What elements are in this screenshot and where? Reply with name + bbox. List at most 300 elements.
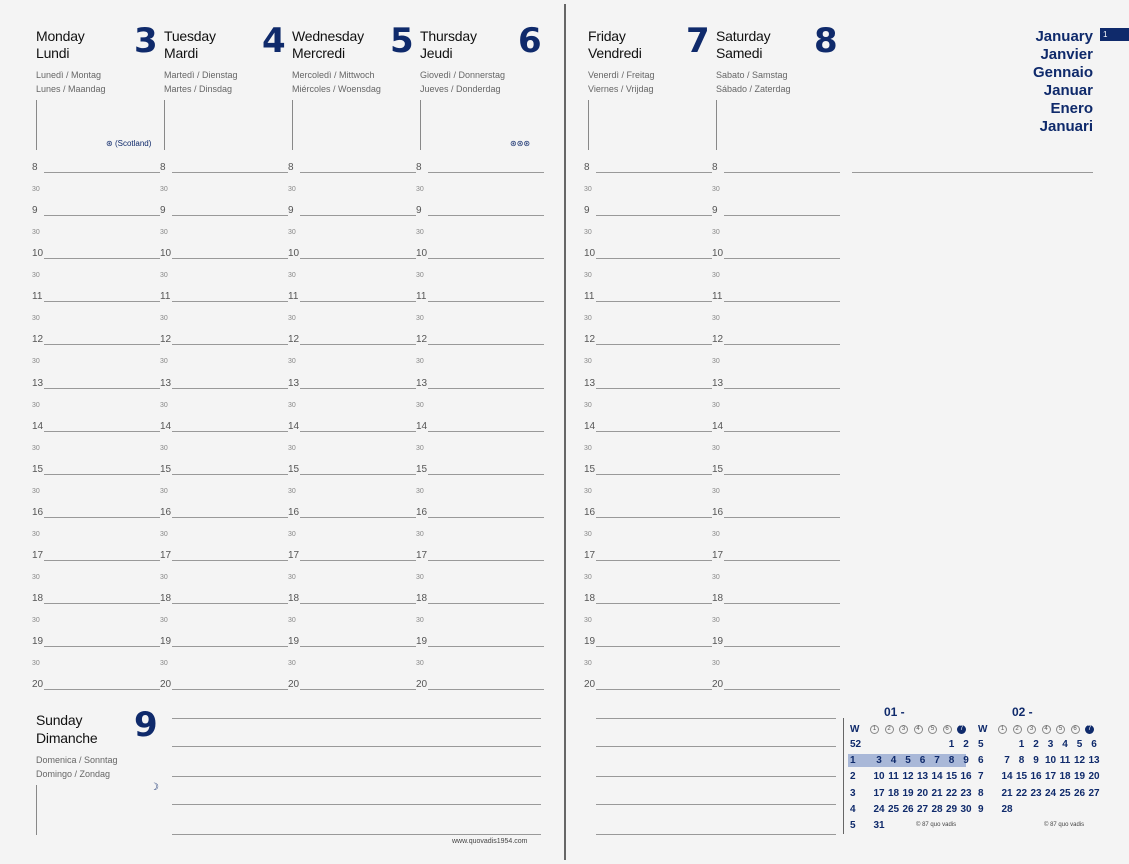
hour-label: 10	[584, 248, 596, 260]
calendar-day[interactable]: 21	[1001, 787, 1013, 799]
month-name: Janvier	[1040, 46, 1093, 63]
calendar-day[interactable]: 3	[1047, 739, 1054, 750]
hour-line[interactable]	[44, 646, 160, 647]
calendar-day[interactable]: 25	[1059, 787, 1071, 799]
hour-line[interactable]	[724, 215, 840, 216]
hour-line[interactable]	[172, 431, 288, 432]
hour-line[interactable]	[724, 388, 840, 389]
calendar-day[interactable]: 6	[919, 755, 926, 767]
half-hour-label: 30	[288, 444, 296, 452]
calendar-day[interactable]: 16	[960, 771, 972, 783]
half-hour-label: 30	[584, 487, 592, 495]
header-vertical-rule	[36, 100, 37, 150]
hour-label: 20	[416, 679, 428, 691]
calendar-day[interactable]: 20	[1088, 771, 1100, 783]
sunday-line[interactable]	[172, 804, 541, 805]
half-hour-label: 30	[288, 487, 296, 495]
calendar-day[interactable]: 31	[873, 820, 885, 831]
weekday-circle-icon: 4	[914, 725, 923, 734]
half-hour-label: 30	[288, 358, 296, 366]
hour-label: 14	[32, 420, 44, 432]
calendar-day[interactable]: 27	[1088, 787, 1100, 799]
hour-label: 18	[584, 593, 596, 604]
day-number: 4	[262, 21, 286, 61]
hour-line[interactable]	[428, 388, 544, 389]
hour-line[interactable]	[172, 258, 288, 259]
half-hour-label: 30	[32, 186, 40, 193]
half-hour-label: 30	[416, 617, 424, 624]
calendar-day[interactable]: 19	[902, 787, 914, 799]
hour-label: 11	[712, 291, 723, 303]
hour-line[interactable]	[44, 560, 160, 561]
half-hour-label: 30	[712, 660, 720, 668]
hour-line[interactable]	[428, 172, 544, 173]
calendar-day[interactable]: 13	[916, 771, 929, 783]
hour-label: 16	[584, 506, 596, 518]
half-hour-label: 30	[32, 487, 40, 495]
hour-line[interactable]	[300, 344, 416, 345]
weekday-circle-icon: 1	[998, 725, 1007, 734]
calendar-day[interactable]: 29	[945, 803, 958, 815]
half-hour-label: 30	[584, 617, 592, 624]
half-hour-label: 30	[584, 186, 592, 193]
hour-line[interactable]	[596, 344, 712, 345]
calendar-day[interactable]: 3	[876, 755, 882, 767]
hour-label: 8	[416, 162, 422, 173]
hour-line[interactable]	[172, 603, 288, 604]
hour-line[interactable]	[172, 689, 288, 690]
calendar-day[interactable]: 26	[1073, 787, 1086, 799]
half-hour-label: 30	[160, 573, 168, 581]
half-hour-label: 30	[584, 272, 592, 280]
day-name-translations: Jueves / Donderdag	[420, 84, 501, 94]
hour-line[interactable]	[428, 560, 544, 561]
hour-label: 15	[32, 463, 44, 475]
notes-line[interactable]	[852, 172, 1093, 173]
calendar-day[interactable]: 10	[873, 771, 885, 783]
half-hour-label: 30	[288, 272, 296, 280]
hour-line[interactable]	[428, 431, 544, 432]
hour-line[interactable]	[172, 388, 288, 389]
hour-line[interactable]	[596, 388, 712, 389]
hour-line[interactable]	[596, 301, 712, 302]
hour-line[interactable]	[724, 301, 840, 302]
hour-line[interactable]	[428, 215, 544, 216]
sunday-number: 9	[134, 705, 158, 745]
hour-label: 19	[712, 636, 724, 648]
hour-line[interactable]	[596, 603, 712, 604]
half-hour-label: 30	[32, 229, 40, 237]
half-hour-label: 30	[712, 358, 720, 366]
week-number: 7	[978, 771, 984, 783]
week-number: 52	[850, 739, 862, 750]
day-number: 5	[390, 21, 414, 61]
calendar-day[interactable]: 16	[1030, 771, 1042, 783]
hour-line[interactable]	[596, 646, 712, 647]
half-hour-label: 30	[584, 358, 592, 366]
website: www.quovadis1954.com	[452, 838, 528, 845]
hour-label: 13	[416, 377, 428, 389]
hour-label: 9	[416, 205, 422, 217]
hour-line[interactable]	[428, 689, 544, 690]
calendar-day[interactable]: 5	[905, 755, 911, 767]
day-name-fr: Lundi	[36, 45, 70, 61]
hour-line[interactable]	[172, 646, 288, 647]
hour-line[interactable]	[44, 388, 160, 389]
hour-line[interactable]	[300, 172, 416, 173]
header-vertical-rule	[292, 100, 293, 150]
hour-label: 10	[416, 248, 428, 260]
hour-line[interactable]	[596, 474, 712, 475]
hour-line[interactable]	[596, 172, 712, 173]
notes-line[interactable]	[596, 746, 836, 747]
hour-line[interactable]	[44, 258, 160, 259]
weekday-circle-icon: 7	[957, 725, 966, 734]
mini-calendar-title: 01 -	[884, 705, 905, 719]
half-hour-label: 30	[288, 660, 296, 668]
calendar-day[interactable]: 5	[1076, 739, 1083, 750]
hour-label: 17	[416, 549, 428, 561]
half-hour-label: 30	[416, 573, 424, 581]
weekday-circle-icon: 6	[943, 725, 952, 734]
half-hour-label: 30	[160, 315, 168, 323]
calendar-day[interactable]: 20	[916, 787, 929, 799]
calendar-day[interactable]: 13	[1088, 755, 1100, 767]
day-number: 7	[686, 21, 710, 61]
sunday-line[interactable]	[172, 834, 541, 835]
calendar-day[interactable]: 21	[931, 787, 943, 799]
sunday-translations: Domenica / Sonntag	[36, 755, 118, 765]
month-tab[interactable]: 1	[1100, 28, 1129, 41]
week-number: 3	[850, 787, 856, 799]
hour-label: 8	[712, 162, 718, 173]
hour-line[interactable]	[724, 603, 840, 604]
hour-line[interactable]	[724, 172, 840, 173]
half-hour-label: 30	[416, 272, 424, 280]
calendar-day[interactable]: 9	[1033, 755, 1039, 767]
hour-label: 19	[584, 636, 596, 648]
hour-label: 14	[584, 420, 596, 432]
hour-line[interactable]	[724, 689, 840, 690]
half-hour-label: 30	[32, 401, 40, 409]
month-name: Gennaio	[1032, 64, 1093, 81]
half-hour-label: 30	[160, 358, 168, 366]
calendar-day[interactable]: 15	[945, 771, 958, 783]
hour-label: 20	[712, 679, 724, 691]
hour-label: 15	[416, 463, 428, 475]
hour-line[interactable]	[428, 603, 544, 604]
hour-line[interactable]	[172, 301, 288, 302]
half-hour-label: 30	[416, 358, 424, 366]
hour-line[interactable]	[596, 258, 712, 259]
day-name-fr: Vendredi	[588, 45, 642, 61]
hour-line[interactable]	[300, 215, 416, 216]
hour-line[interactable]	[300, 517, 416, 518]
hour-line[interactable]	[300, 689, 416, 690]
hour-line[interactable]	[300, 603, 416, 604]
hour-line[interactable]	[44, 301, 160, 302]
half-hour-label: 30	[584, 573, 592, 581]
calendar-day[interactable]: 23	[960, 787, 972, 799]
calendar-day[interactable]: 8	[1018, 755, 1025, 767]
hour-line[interactable]	[44, 344, 160, 345]
copyright: © 87 quo vadis	[916, 822, 957, 828]
day-name: Friday	[588, 28, 626, 44]
calendar-day[interactable]: 7	[934, 755, 940, 767]
hour-line[interactable]	[44, 474, 160, 475]
hour-label: 20	[160, 679, 172, 691]
weekday-circle-icon: 4	[1042, 725, 1051, 734]
notes-line[interactable]	[596, 804, 836, 805]
hour-line[interactable]	[300, 301, 416, 302]
half-hour-label: 30	[584, 530, 592, 538]
half-hour-label: 30	[416, 444, 424, 452]
hour-line[interactable]	[300, 560, 416, 561]
calendar-day[interactable]: 19	[1073, 771, 1086, 783]
calendar-day[interactable]: 14	[931, 771, 943, 783]
month-name: Enero	[1050, 100, 1093, 117]
calendar-day[interactable]: 12	[1073, 755, 1086, 767]
calendar-day[interactable]: 11	[1059, 755, 1071, 767]
week-number: 1	[850, 755, 856, 767]
sunday-vertical-rule	[36, 785, 37, 835]
day-name-translations: Venerdì / Freitag	[588, 70, 655, 80]
hour-line[interactable]	[44, 172, 160, 173]
hour-line[interactable]	[724, 517, 840, 518]
header-vertical-rule	[588, 100, 589, 150]
hour-label: 11	[416, 291, 427, 303]
hour-line[interactable]	[428, 646, 544, 647]
half-hour-label: 30	[32, 573, 40, 581]
hour-label: 13	[288, 377, 300, 389]
half-hour-label: 30	[32, 444, 40, 452]
calendar-day[interactable]: 2	[1033, 739, 1039, 750]
hour-line[interactable]	[172, 344, 288, 345]
hour-label: 9	[712, 205, 718, 217]
day-name: Tuesday	[164, 28, 216, 44]
hour-line[interactable]	[44, 517, 160, 518]
hour-label: 14	[160, 420, 172, 432]
half-hour-label: 30	[160, 530, 168, 538]
hour-line[interactable]	[172, 172, 288, 173]
hour-label: 16	[416, 506, 428, 518]
hour-line[interactable]	[724, 431, 840, 432]
hour-line[interactable]	[724, 258, 840, 259]
hour-line[interactable]	[300, 474, 416, 475]
crescent-moon-icon: ☽	[150, 782, 159, 793]
calendar-day[interactable]: 22	[945, 787, 958, 799]
hour-label: 13	[584, 377, 596, 389]
hour-label: 10	[32, 248, 44, 260]
hour-line[interactable]	[428, 517, 544, 518]
hour-line[interactable]	[428, 344, 544, 345]
half-hour-label: 30	[416, 487, 424, 495]
calendar-day[interactable]: 25	[887, 803, 900, 815]
hour-label: 13	[712, 377, 724, 389]
half-hour-label: 30	[712, 573, 720, 581]
hour-label: 17	[288, 549, 300, 561]
calendar-day[interactable]: 23	[1030, 787, 1042, 799]
calendar-day[interactable]: 24	[873, 803, 885, 815]
half-hour-label: 30	[32, 617, 40, 624]
hour-line[interactable]	[596, 560, 712, 561]
month-name: January	[1035, 28, 1093, 45]
hour-line[interactable]	[428, 258, 544, 259]
hour-line[interactable]	[596, 215, 712, 216]
hour-label: 8	[584, 162, 590, 173]
week-label: W	[850, 724, 860, 735]
half-hour-label: 30	[712, 530, 720, 538]
hour-label: 17	[160, 549, 172, 561]
notes-line[interactable]	[596, 718, 836, 719]
hour-label: 11	[32, 291, 43, 303]
calendar-day[interactable]: 26	[902, 803, 914, 815]
day-name: Saturday	[716, 28, 771, 44]
hour-label: 15	[712, 463, 724, 475]
mini-calendar-title: 02 -	[1012, 705, 1033, 719]
calendar-day[interactable]: 1	[948, 739, 955, 750]
hour-line[interactable]	[428, 301, 544, 302]
week-number: 8	[978, 787, 984, 799]
calendar-day[interactable]: 4	[890, 755, 897, 767]
hour-label: 15	[584, 463, 596, 475]
hour-label: 14	[416, 420, 428, 432]
hour-line[interactable]	[300, 431, 416, 432]
hour-line[interactable]	[172, 560, 288, 561]
hour-label: 18	[32, 593, 44, 604]
half-hour-label: 30	[288, 530, 296, 538]
calendar-day[interactable]: 6	[1091, 739, 1097, 750]
hour-label: 18	[712, 593, 724, 604]
hour-line[interactable]	[44, 603, 160, 604]
calendar-day[interactable]: 4	[1062, 739, 1068, 750]
calendar-day[interactable]: 8	[948, 755, 955, 767]
hour-line[interactable]	[300, 388, 416, 389]
calendar-day[interactable]: 18	[1059, 771, 1071, 783]
hour-label: 20	[584, 679, 596, 691]
calendar-day[interactable]: 22	[1015, 787, 1028, 799]
notes-line[interactable]	[596, 834, 836, 835]
calendar-day[interactable]: 27	[916, 803, 929, 815]
hour-label: 20	[32, 679, 44, 691]
half-hour-label: 30	[32, 272, 40, 280]
hour-line[interactable]	[428, 474, 544, 475]
calendar-day[interactable]: 1	[1018, 739, 1025, 750]
day-name-translations: Lunedì / Montag	[36, 70, 102, 80]
hour-label: 8	[32, 162, 38, 173]
week-number: 5	[850, 820, 856, 831]
hour-label: 12	[160, 334, 172, 346]
day-number: 3	[134, 21, 158, 61]
sunday-line[interactable]	[172, 746, 541, 747]
notes-line[interactable]	[596, 776, 836, 777]
mini-calendar-divider	[843, 718, 844, 834]
hour-line[interactable]	[44, 689, 160, 690]
sunday-line[interactable]	[172, 776, 541, 777]
hour-line[interactable]	[300, 646, 416, 647]
half-hour-label: 30	[160, 444, 168, 452]
calendar-day[interactable]: 9	[963, 755, 969, 767]
hour-line[interactable]	[724, 646, 840, 647]
half-hour-label: 30	[712, 229, 720, 237]
calendar-day[interactable]: 17	[1044, 771, 1057, 783]
calendar-day[interactable]: 28	[1001, 803, 1013, 815]
calendar-day[interactable]: 30	[960, 803, 972, 815]
hour-label: 12	[584, 334, 596, 346]
day-name: Wednesday	[292, 28, 364, 44]
hour-line[interactable]	[172, 517, 288, 518]
hour-line[interactable]	[724, 344, 840, 345]
calendar-day[interactable]: 2	[963, 739, 969, 750]
calendar-day[interactable]: 15	[1015, 771, 1028, 783]
half-hour-label: 30	[712, 186, 720, 193]
half-hour-label: 30	[32, 358, 40, 366]
hour-label: 11	[584, 291, 595, 303]
hour-line[interactable]	[596, 431, 712, 432]
calendar-day[interactable]: 17	[873, 787, 885, 799]
half-hour-label: 30	[712, 617, 720, 624]
calendar-day[interactable]: 24	[1044, 787, 1057, 799]
calendar-day[interactable]: 12	[902, 771, 914, 783]
hour-line[interactable]	[172, 474, 288, 475]
half-hour-label: 30	[584, 229, 592, 237]
three-flags-icon: ⊛⊛⊛	[510, 139, 531, 148]
day-name: Monday	[36, 28, 85, 44]
gb-flag-icon: ⊛	[106, 139, 115, 148]
day-number: 6	[518, 21, 542, 61]
hour-label: 11	[288, 291, 299, 303]
week-number: 4	[850, 803, 856, 815]
hour-line[interactable]	[44, 431, 160, 432]
hour-line[interactable]	[172, 215, 288, 216]
calendar-day[interactable]: 28	[931, 803, 943, 815]
half-hour-label: 30	[32, 660, 40, 668]
month-name: Januari	[1039, 118, 1093, 135]
hour-line[interactable]	[596, 517, 712, 518]
day-name-fr: Mardi	[164, 45, 199, 61]
weekday-circle-icon: 3	[1027, 725, 1036, 734]
hour-line[interactable]	[300, 258, 416, 259]
day-name-translations: Sábado / Zaterdag	[716, 84, 791, 94]
hour-label: 17	[712, 549, 724, 561]
half-hour-label: 30	[584, 401, 592, 409]
weekday-circle-icon: 5	[928, 725, 937, 734]
hour-line[interactable]	[724, 474, 840, 475]
calendar-day[interactable]: 11	[888, 771, 899, 783]
half-hour-label: 30	[712, 401, 720, 409]
weekday-circle-icon: 7	[1085, 725, 1094, 734]
sunday-line[interactable]	[172, 718, 541, 719]
header-vertical-rule	[420, 100, 421, 150]
hour-label: 18	[416, 593, 428, 604]
hour-label: 19	[32, 636, 44, 648]
hour-line[interactable]	[724, 560, 840, 561]
week-number: 5	[978, 739, 984, 750]
sunday-name-fr: Dimanche	[36, 730, 98, 746]
calendar-day[interactable]: 18	[887, 787, 900, 799]
calendar-day[interactable]: 14	[1001, 771, 1013, 783]
half-hour-label: 30	[584, 444, 592, 452]
hour-line[interactable]	[44, 215, 160, 216]
hour-label: 9	[32, 205, 38, 217]
day-name-translations: Mercoledì / Mittwoch	[292, 70, 375, 80]
day-name-translations: Miércoles / Woensdag	[292, 84, 381, 94]
half-hour-label: 30	[288, 315, 296, 323]
calendar-day[interactable]: 10	[1044, 755, 1057, 767]
calendar-day[interactable]: 7	[1004, 755, 1010, 767]
half-hour-label: 30	[416, 315, 424, 323]
hour-line[interactable]	[596, 689, 712, 690]
